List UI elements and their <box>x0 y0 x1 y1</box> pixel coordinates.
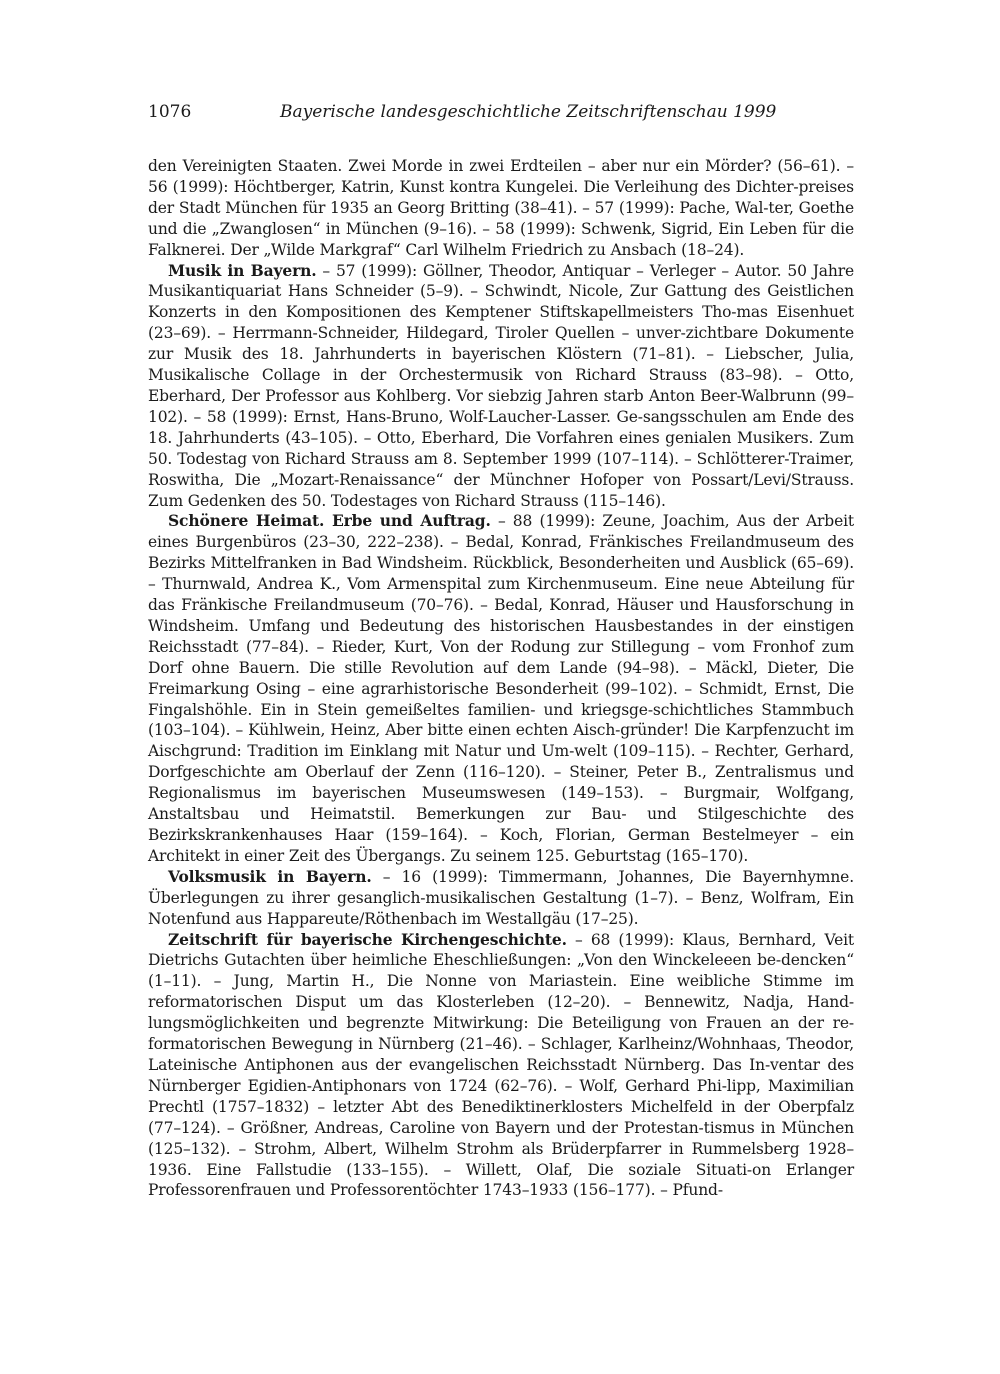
paragraph-text: den Vereinigten Staaten. Zwei Morde in zwei Erdteilen – aber nur ein Mörder? (56–61). – 56 (1999): Höchtberger, Katrin, Kunst kontra Kungelei. Die Verleihung des Dichter-preises der Stadt München für 1935 an Georg Britting (38–41). – 57 (1999): Pache, Wal-ter, Goethe und die „Zwanglosen“ in München (9–16). – 58 (1999): Schwenk, Sigrid, Ein Leben für die Falknerei. Der „Wilde Markgraf“ Carl Wilhelm Friedrich zu Ansbach (18–24). <box>148 157 854 259</box>
paragraph-continuation <box>148 156 854 261</box>
section-title: Zeitschrift für bayerische Kirchengeschichte. <box>168 929 567 949</box>
section-schoenere-heimat <box>148 511 854 866</box>
section-title: Schönere Heimat. Erbe und Auftrag. <box>168 511 491 531</box>
paragraph-text: – 68 (1999): Klaus, Bernhard, Veit Dietrichs Gutachten über heimliche Eheschließungen: „Von den Winckeleeen be-dencken“ (1–11). – Jung, Martin H., Die Nonne von Mariastein. Eine weibliche Stimme im reformatorischen Disput um das Klosterleben (12–20). – Bennewitz, Nadja, Hand-lungsmöglichkeiten und begrenzte Mitwirkung: Die Beteiligung von Frauen an der re-formatorischen Bewegung in Nürnberg (21–46). – Schlager, Karlheinz/Wohnhaas, Theodor, Lateinische Antiphonen aus der evangelischen Reichsstadt Nürnberg. Das In-ventar des Nürnberger Egidien-Antiphonars von 1724 (62–76). – Wolf, Gerhard Phi-lipp, Maximilian Prechtl (1757–1832) – letzter Abt des Benediktinerklosters Michelfeld in der Oberpfalz (77–124). – Größner, Andreas, Caroline von Bayern und der Protestan-tismus in München (125–132). – Strohm, Albert, Wilhelm Strohm als Brüderpfarrer in Rummelsberg 1928–1936. Eine Fallstudie (133–155). – Willett, Olaf, Die soziale Situati-on Erlanger Professorenfrauen und Professorentöchter 1743–1933 (156–177). – Pfund- <box>148 930 854 1200</box>
section-title: Musik in Bayern. <box>168 260 317 280</box>
paragraph-text: – 57 (1999): Göllner, Theodor, Antiquar – Verleger – Autor. 50 Jahre Musikantiquariat Hans Schneider (5–9). – Schwindt, Nicole, Zur Gattung des Geistlichen Konzerts in den Kompositionen des Kemptener Stiftskapellmeisters Tho-mas Eisenhuet (23–69). – Herrmann-Schneider, Hildegard, Tiroler Quellen – unver-zichtbare Dokumente zur Musik des 18. Jahrhunderts in bayerischen Klöstern (71–81). – Liebscher, Julia, Musikalische Collage in der Orchestermusik von Richard Strauss (83–98). – Otto, Eberhard, Der Professor aus Kohlberg. Vor siebzig Jahren starb Anton Beer-Walbrunn (99–102). – 58 (1999): Ernst, Hans-Bruno, Wolf-Laucher-Lasser. Ge-sangsschulen am Ende des 18. Jahrhunderts (43–105). – Otto, Eberhard, Die Vorfahren eines genialen Musikers. Zum 50. Todestag von Richard Strauss am 8. September 1999 (107–114). – Schlötterer-Traimer, Roswitha, Die „Mozart-Renaissance“ der Münchner Hofoper von Possart/Levi/Strauss. Zum Gedenken des 50. Todestages von Richard Strauss (115–146). <box>148 261 854 510</box>
body-text <box>148 156 854 1201</box>
running-title: Bayerische landesgeschichtliche Zeitschriftenschau 1999 <box>280 102 777 122</box>
section-volksmusik-in-bayern <box>148 867 854 930</box>
page-number: 1076 <box>148 102 192 122</box>
paragraph-text: – 88 (1999): Zeune, Joachim, Aus der Arbeit eines Burgenbüros (23–30, 222–238). – Bedal, Konrad, Fränkisches Freilandmuseum des Bezirks Mittelfranken in Bad Windsheim. Rückblick, Besonderheiten und Ausblick (65–69). – Thurnwald, Andrea K., Vom Armenspital zum Kirchenmuseum. Eine neue Abteilung für das Fränkische Freilandmuseum (70–76). – Bedal, Konrad, Häuser und Hausforschung in Windsheim. Umfang und Bedeutung des historischen Hausbestandes in der einstigen Reichsstadt (77–84). – Rieder, Kurt, Von der Rodung zur Stillegung – vom Fronhof zum Dorf ohne Bauern. Die stille Revolution auf dem Lande (94–98). – Mäckl, Dieter, Die Freimarkung Osing – eine agrarhistorische Besonderheit (99–102). – Schmidt, Ernst, Die Fingalshöhle. Ein in Stein gemeißeltes familien- und kriegsge-schichtliches Stammbuch (103–104). – Kühlwein, Heinz, Aber bitte einen echten Aisch-gründer! Die Karpfenzucht im Aischgrund: Tradition im Einklang mit Natur und Um-welt (109–115). – Rechter, Gerhard, Dorfgeschichte am Oberlauf der Zenn (116–120). – Steiner, Peter B., Zentralismus und Regionalismus im bayerischen Museumswesen (149–153). – Burgmair, Wolfgang, Anstaltsbau und Heimatstil. Bemerkungen zur Bau- und Stilgeschichte des Bezirkskrankenhauses Haar (159–164). – Koch, Florian, German Bestelmeyer – ein Architekt in einer Zeit des Übergangs. Zu seinem 125. Geburtstag (165–170). <box>148 512 854 865</box>
section-title: Volksmusik in Bayern. <box>168 866 372 886</box>
section-musik-in-bayern <box>148 261 854 512</box>
section-zeitschrift-kirchengeschichte <box>148 930 854 1202</box>
paragraph-text: – 16 (1999): Timmermann, Johannes, Die Bayernhymne. Überlegungen zu ihrer gesanglich-musikalischen Gestaltung (1–7). – Benz, Wolfram, Ein Notenfund aus Happareute/Röthenbach im Westallgäu (17–25). <box>148 867 854 928</box>
